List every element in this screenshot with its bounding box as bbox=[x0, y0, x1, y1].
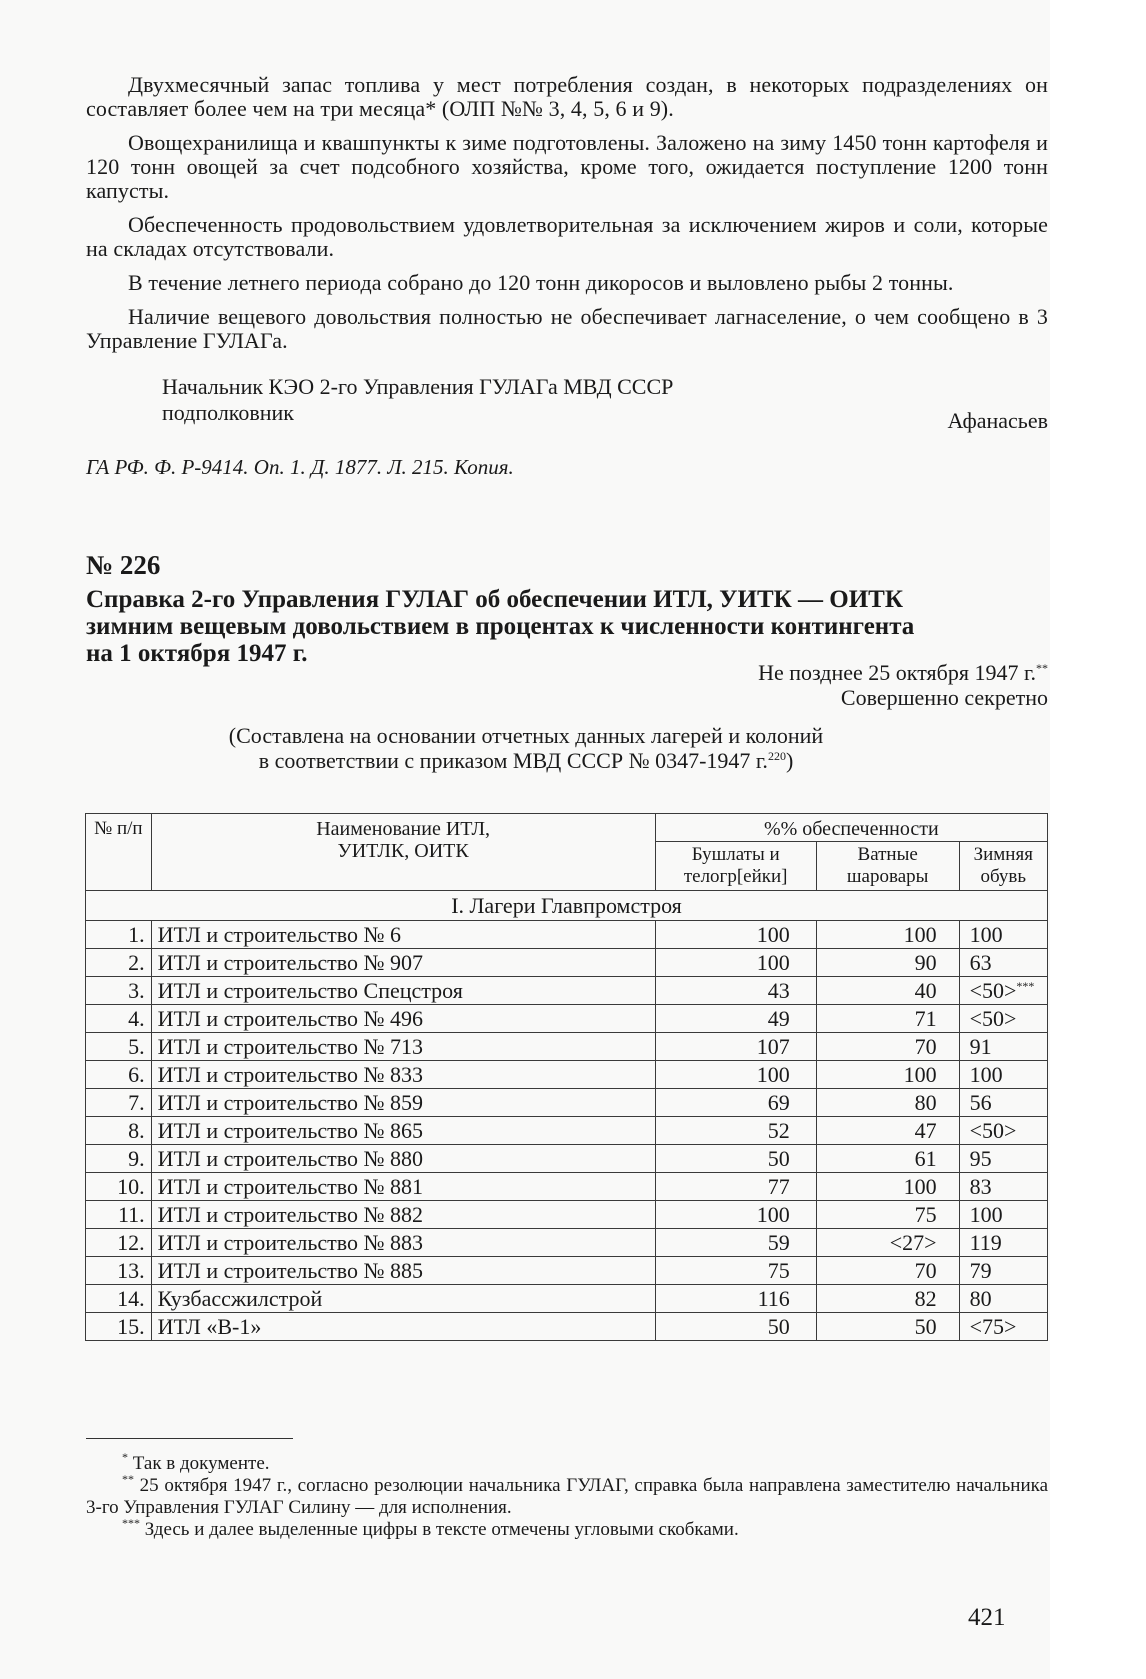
row-name: ИТЛ и строительство № 859 bbox=[151, 1089, 655, 1117]
value-boots: <50>*** bbox=[959, 977, 1047, 1005]
document-number: № 226 bbox=[86, 550, 161, 580]
paragraph-summer-harvest: В течение летнего периода собрано до 120 тонн дикоросов и выловлено рыбы 2 тонны. bbox=[128, 270, 954, 295]
row-number: 9. bbox=[86, 1145, 152, 1173]
document-basis bbox=[86, 723, 966, 773]
footnote-2: ** 25 октября 1947 г., согласно резолюции начальника ГУЛАГ, справка была направлена заместителю начальника 3-го Управления ГУЛАГ Силину — для исполнения. bbox=[86, 1472, 1049, 1518]
row-name: ИТЛ и строительство Спецстроя bbox=[151, 977, 655, 1005]
footnotes bbox=[86, 1438, 1048, 1541]
row-number: 5. bbox=[86, 1033, 152, 1061]
table-row bbox=[86, 977, 1048, 1005]
paragraph-clothing: Наличие вещевого довольствия полностью не обеспечивает лагнаселение, о чем сообщено в 3 Управление ГУЛАГа. bbox=[86, 304, 1048, 353]
value-jackets: 100 bbox=[655, 921, 816, 949]
row-name: ИТЛ и строительство № 6 bbox=[151, 921, 655, 949]
paragraph-fuel: Двухмесячный запас топлива у мест потребления создан, в некоторых подразделениях он составляет более чем на три месяца* (ОЛП №№ 3, 4, 5, 6 и 9). bbox=[86, 72, 1048, 121]
archive-source: ГА РФ. Ф. Р-9414. Оп. 1. Д. 1877. Л. 215. Копия. bbox=[86, 455, 514, 479]
endnote-ref[interactable]: 220 bbox=[767, 749, 786, 763]
value-trousers: 90 bbox=[816, 949, 959, 977]
document-title: Справка 2-го Управления ГУЛАГ об обеспечении ИТЛ, УИТК — ОИТК зимним вещевым довольствием в процентах к численности контингента на 1 октября 1947 г. bbox=[86, 586, 915, 667]
value-jackets: 50 bbox=[655, 1145, 816, 1173]
basis-line-2 bbox=[86, 748, 966, 773]
basis-text: в соответствии с приказом МВД СССР № 0347-1947 г. bbox=[258, 748, 768, 773]
page-number: 421 bbox=[968, 1604, 1006, 1631]
value-boots: 56 bbox=[959, 1089, 1047, 1117]
value-boots: 100 bbox=[959, 1061, 1047, 1089]
row-number: 13. bbox=[86, 1257, 152, 1285]
value-trousers: 82 bbox=[816, 1285, 959, 1313]
row-name: ИТЛ и строительство № 885 bbox=[151, 1257, 655, 1285]
value-jackets: 100 bbox=[655, 1201, 816, 1229]
value-boots: <50> bbox=[959, 1117, 1047, 1145]
row-number: 12. bbox=[86, 1229, 152, 1257]
value-jackets: 69 bbox=[655, 1089, 816, 1117]
value-boots: 63 bbox=[959, 949, 1047, 977]
row-name: ИТЛ и строительство № 907 bbox=[151, 949, 655, 977]
value-boots: 83 bbox=[959, 1173, 1047, 1201]
document-meta bbox=[86, 660, 1048, 710]
document-header bbox=[86, 550, 1048, 667]
table-row bbox=[86, 949, 1048, 977]
row-name: ИТЛ и строительство № 880 bbox=[151, 1145, 655, 1173]
table-row bbox=[86, 1313, 1048, 1341]
value-trousers: 100 bbox=[816, 921, 959, 949]
paragraph-vegetables: Овощехранилища и квашпункты к зиме подготовлены. Заложено на зиму 1450 тонн картофеля и 120 тонн овощей за счет подсобного хозяйства, кроме того, ожидается поступление 1200 тонн капусты. bbox=[86, 130, 1048, 203]
row-name: ИТЛ и строительство № 883 bbox=[151, 1229, 655, 1257]
row-name: ИТЛ и строительство № 713 bbox=[151, 1033, 655, 1061]
row-name: ИТЛ и строительство № 496 bbox=[151, 1005, 655, 1033]
supply-table-wrapper bbox=[85, 813, 1047, 1341]
row-number: 15. bbox=[86, 1313, 152, 1341]
row-number: 1. bbox=[86, 921, 152, 949]
section-row bbox=[86, 891, 1048, 921]
row-number: 14. bbox=[86, 1285, 152, 1313]
footnote-divider bbox=[86, 1438, 293, 1439]
value-trousers: 71 bbox=[816, 1005, 959, 1033]
value-boots: 119 bbox=[959, 1229, 1047, 1257]
table-row bbox=[86, 1005, 1048, 1033]
table-row bbox=[86, 1061, 1048, 1089]
value-boots: <75> bbox=[959, 1313, 1047, 1341]
secrecy-label: Совершенно секретно bbox=[840, 685, 1048, 710]
row-name: Кузбассжилстрой bbox=[151, 1285, 655, 1313]
value-trousers: 47 bbox=[816, 1117, 959, 1145]
row-name: ИТЛ «В-1» bbox=[151, 1313, 655, 1341]
header-jackets: Бушлаты и телогр[ейки] bbox=[655, 842, 816, 891]
row-number: 10. bbox=[86, 1173, 152, 1201]
value-boots: <50> bbox=[959, 1005, 1047, 1033]
value-trousers: 70 bbox=[816, 1257, 959, 1285]
footnote-ref[interactable]: ** bbox=[1036, 661, 1048, 675]
table-row bbox=[86, 1229, 1048, 1257]
table-row bbox=[86, 1089, 1048, 1117]
header-number: № п/п bbox=[86, 814, 152, 891]
supply-table bbox=[85, 813, 1048, 1341]
row-name: ИТЛ и строительство № 881 bbox=[151, 1173, 655, 1201]
value-trousers: 61 bbox=[816, 1145, 959, 1173]
value-jackets: 100 bbox=[655, 1061, 816, 1089]
value-jackets: 50 bbox=[655, 1313, 816, 1341]
value-trousers: 50 bbox=[816, 1313, 959, 1341]
row-number: 2. bbox=[86, 949, 152, 977]
table-row bbox=[86, 921, 1048, 949]
header-trousers: Ватные шаровары bbox=[816, 842, 959, 891]
value-trousers: 40 bbox=[816, 977, 959, 1005]
signature-block bbox=[86, 374, 1124, 433]
document-date: Не позднее 25 октября 1947 г. bbox=[758, 660, 1036, 685]
row-number: 3. bbox=[86, 977, 152, 1005]
header-boots: Зимняя обувь bbox=[959, 842, 1047, 891]
row-number: 7. bbox=[86, 1089, 152, 1117]
basis-close: ) bbox=[785, 748, 794, 773]
value-boots: 80 bbox=[959, 1285, 1047, 1313]
row-number: 6. bbox=[86, 1061, 152, 1089]
value-boots: 100 bbox=[959, 921, 1047, 949]
signature-rank: подполковник bbox=[162, 400, 294, 425]
footnote-1: * Так в документе. bbox=[122, 1450, 270, 1474]
paragraph-food-supply: Обеспеченность продовольствием удовлетворительная за исключением жиров и соли, которые на складах отсутствовали. bbox=[86, 212, 1048, 261]
header-group: %% обеспеченности bbox=[655, 814, 1047, 842]
value-trousers: 80 bbox=[816, 1089, 959, 1117]
table-row bbox=[86, 1285, 1048, 1313]
value-jackets: 59 bbox=[655, 1229, 816, 1257]
section-title: I. Лагери Главпромстроя bbox=[86, 891, 1048, 921]
table-row bbox=[86, 1145, 1048, 1173]
table-row bbox=[86, 1173, 1048, 1201]
value-trousers: <27> bbox=[816, 1229, 959, 1257]
value-jackets: 43 bbox=[655, 977, 816, 1005]
table-row bbox=[86, 1117, 1048, 1145]
footnote-ref[interactable]: *** bbox=[1016, 979, 1035, 993]
value-boots: 79 bbox=[959, 1257, 1047, 1285]
footnote-3: *** Здесь и далее выделенные цифры в тексте отмечены угловыми скобками. bbox=[122, 1516, 739, 1540]
value-jackets: 116 bbox=[655, 1285, 816, 1313]
table-row bbox=[86, 1201, 1048, 1229]
value-trousers: 100 bbox=[816, 1061, 959, 1089]
value-trousers: 75 bbox=[816, 1201, 959, 1229]
value-trousers: 100 bbox=[816, 1173, 959, 1201]
value-boots: 100 bbox=[959, 1201, 1047, 1229]
table-row bbox=[86, 1257, 1048, 1285]
value-jackets: 107 bbox=[655, 1033, 816, 1061]
signature-position: Начальник КЭО 2-го Управления ГУЛАГа МВД СССР bbox=[162, 374, 674, 399]
header-name: Наименование ИТЛ, УИТЛК, ОИТК bbox=[151, 814, 655, 891]
basis-line-1: (Составлена на основании отчетных данных лагерей и колоний bbox=[228, 723, 824, 748]
value-boots: 95 bbox=[959, 1145, 1047, 1173]
value-jackets: 100 bbox=[655, 949, 816, 977]
row-name: ИТЛ и строительство № 833 bbox=[151, 1061, 655, 1089]
value-boots: 91 bbox=[959, 1033, 1047, 1061]
signature-name: Афанасьев bbox=[947, 408, 1048, 433]
value-jackets: 52 bbox=[655, 1117, 816, 1145]
value-jackets: 49 bbox=[655, 1005, 816, 1033]
row-number: 4. bbox=[86, 1005, 152, 1033]
row-number: 11. bbox=[86, 1201, 152, 1229]
value-trousers: 70 bbox=[816, 1033, 959, 1061]
row-name: ИТЛ и строительство № 865 bbox=[151, 1117, 655, 1145]
row-name: ИТЛ и строительство № 882 bbox=[151, 1201, 655, 1229]
row-number: 8. bbox=[86, 1117, 152, 1145]
intro-section bbox=[86, 73, 1048, 353]
value-jackets: 77 bbox=[655, 1173, 816, 1201]
value-jackets: 75 bbox=[655, 1257, 816, 1285]
table-row bbox=[86, 1033, 1048, 1061]
